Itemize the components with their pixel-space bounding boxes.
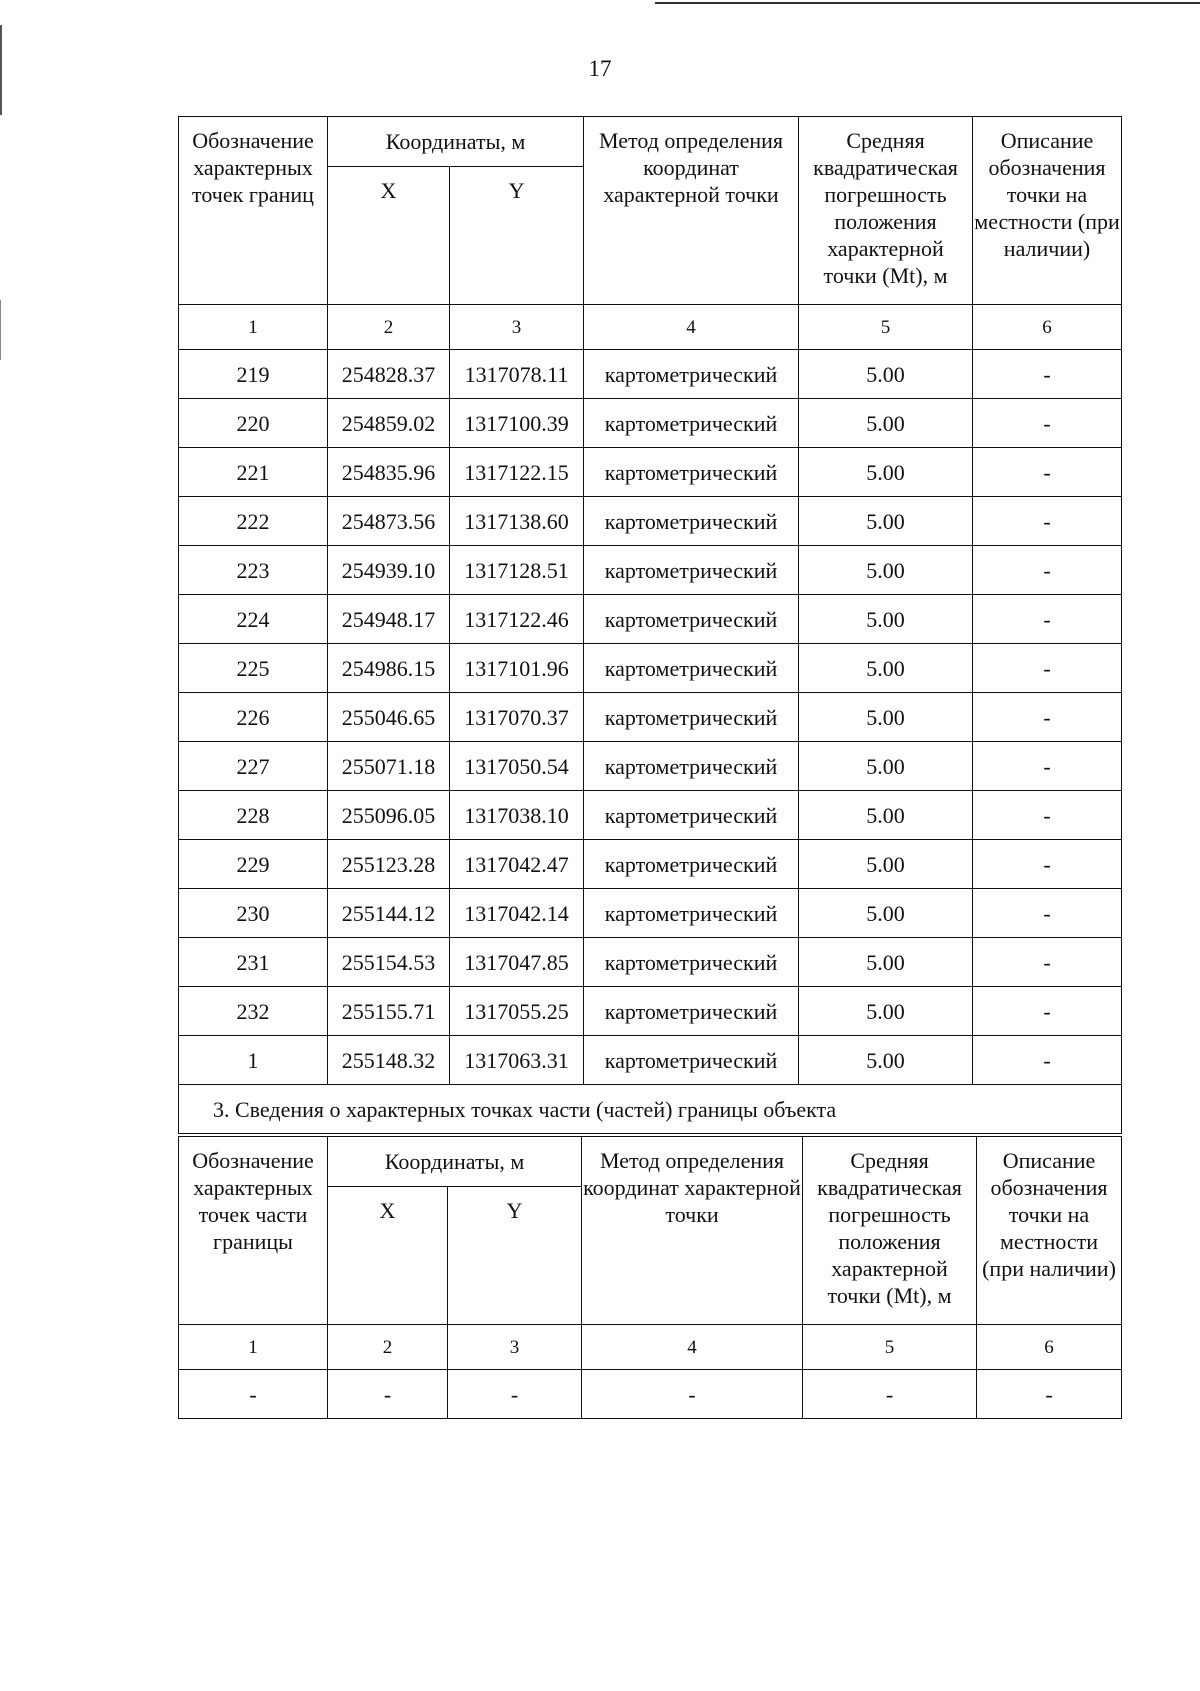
table-row [179, 399, 1122, 448]
cell-point: 223 [179, 546, 328, 595]
cell-method: картометрический [584, 399, 799, 448]
cell-method: картометрический [584, 350, 799, 399]
cell-y: 1317100.39 [450, 399, 584, 448]
table-row [179, 595, 1122, 644]
table-row [179, 693, 1122, 742]
cell-y: 1317128.51 [450, 546, 584, 595]
cell-description: - [973, 448, 1122, 497]
cell-description: - [973, 350, 1122, 399]
cell-x: 255046.65 [328, 693, 450, 742]
cell-y: 1317078.11 [450, 350, 584, 399]
cell-mean-error: 5.00 [799, 399, 973, 448]
cell-method: картометрический [584, 693, 799, 742]
cell-mean-error: 5.00 [799, 987, 973, 1036]
part-boundary-points-table [178, 1136, 1122, 1419]
column-number: 4 [584, 305, 799, 350]
cell-method: картометрический [584, 889, 799, 938]
header-y: Y [448, 1187, 582, 1325]
cell-mean-error: 5.00 [799, 595, 973, 644]
cell-description: - [973, 693, 1122, 742]
cell-point: 229 [179, 840, 328, 889]
table-row [179, 987, 1122, 1036]
table-row [179, 840, 1122, 889]
cell-x: 255071.18 [328, 742, 450, 791]
header-method: Метод определения координат характерной точки [582, 1137, 803, 1325]
cell-mean-error: 5.00 [799, 546, 973, 595]
header-y: Y [450, 167, 584, 305]
cell-x: 255155.71 [328, 987, 450, 1036]
boundary-points-table [178, 116, 1122, 1134]
table-row [179, 644, 1122, 693]
cell-method: картометрический [584, 1036, 799, 1085]
cell-y: 1317055.25 [450, 987, 584, 1036]
section-3-title: 3. Сведения о характерных точках части (частей) границы объекта [179, 1085, 1122, 1134]
cell-mean-error: 5.00 [799, 938, 973, 987]
column-number: 2 [328, 305, 450, 350]
cell-description: - [973, 497, 1122, 546]
cell-y: 1317038.10 [450, 791, 584, 840]
column-number: 4 [582, 1325, 803, 1370]
cell-mean-error: 5.00 [799, 693, 973, 742]
cell-x: 255144.12 [328, 889, 450, 938]
cell-y: 1317063.31 [450, 1036, 584, 1085]
scan-edge-line [0, 300, 1, 360]
cell-method: картометрический [584, 644, 799, 693]
table-row [179, 889, 1122, 938]
cell-y: 1317122.15 [450, 448, 584, 497]
column-number: 5 [803, 1325, 977, 1370]
cell-description: - [973, 889, 1122, 938]
cell-method: - [582, 1370, 803, 1419]
header-description: Описание обозначения точки на местности (при наличии) [973, 117, 1122, 305]
column-number: 2 [328, 1325, 448, 1370]
cell-description: - [973, 595, 1122, 644]
cell-description: - [973, 791, 1122, 840]
cell-y: 1317122.46 [450, 595, 584, 644]
cell-y: 1317050.54 [450, 742, 584, 791]
cell-point: 222 [179, 497, 328, 546]
cell-mean-error: 5.00 [799, 644, 973, 693]
cell-method: картометрический [584, 742, 799, 791]
header-coordinates: Координаты, м [328, 117, 584, 167]
table-row [179, 1036, 1122, 1085]
table-row [179, 350, 1122, 399]
table-row [179, 1370, 1122, 1419]
cell-point: 226 [179, 693, 328, 742]
cell-point: 220 [179, 399, 328, 448]
cell-y: 1317042.47 [450, 840, 584, 889]
cell-mean-error: 5.00 [799, 791, 973, 840]
cell-point: 1 [179, 1036, 328, 1085]
cell-method: картометрический [584, 546, 799, 595]
cell-mean-error: 5.00 [799, 448, 973, 497]
header-method: Метод определения координат характерной точки [584, 117, 799, 305]
cell-point: 231 [179, 938, 328, 987]
column-number: 3 [448, 1325, 582, 1370]
cell-mean-error: - [803, 1370, 977, 1419]
column-number: 1 [179, 1325, 328, 1370]
table-row [179, 791, 1122, 840]
cell-x: 254986.15 [328, 644, 450, 693]
cell-method: картометрический [584, 938, 799, 987]
cell-point: 227 [179, 742, 328, 791]
cell-y: 1317047.85 [450, 938, 584, 987]
cell-method: картометрический [584, 840, 799, 889]
header-point-designation: Обозначение характерных точек границ [179, 117, 328, 305]
cell-x: 254939.10 [328, 546, 450, 595]
cell-mean-error: 5.00 [799, 497, 973, 546]
table-row [179, 938, 1122, 987]
cell-description: - [973, 399, 1122, 448]
cell-mean-error: 5.00 [799, 1036, 973, 1085]
cell-y: - [448, 1370, 582, 1419]
cell-description: - [973, 987, 1122, 1036]
table-row [179, 742, 1122, 791]
header-point-designation: Обозначение характерных точек части границы [179, 1137, 328, 1325]
cell-x: 254835.96 [328, 448, 450, 497]
cell-point: 228 [179, 791, 328, 840]
page-number: 17 [588, 56, 612, 81]
cell-y: 1317070.37 [450, 693, 584, 742]
cell-x: 254859.02 [328, 399, 450, 448]
cell-description: - [977, 1370, 1122, 1419]
cell-method: картометрический [584, 497, 799, 546]
header-coordinates: Координаты, м [328, 1137, 582, 1187]
cell-mean-error: 5.00 [799, 889, 973, 938]
cell-mean-error: 5.00 [799, 840, 973, 889]
cell-point: 221 [179, 448, 328, 497]
cell-description: - [973, 742, 1122, 791]
cell-x: 255123.28 [328, 840, 450, 889]
cell-point: 219 [179, 350, 328, 399]
column-number: 3 [450, 305, 584, 350]
cell-description: - [973, 644, 1122, 693]
header-x: X [328, 167, 450, 305]
table-row [179, 448, 1122, 497]
cell-x: 254948.17 [328, 595, 450, 644]
cell-x: 254873.56 [328, 497, 450, 546]
cell-x: 255154.53 [328, 938, 450, 987]
cell-point: 232 [179, 987, 328, 1036]
header-mean-error: Средняя квадратическая погрешность положения характерной точки (Mt), м [799, 117, 973, 305]
table-row [179, 497, 1122, 546]
cell-y: 1317101.96 [450, 644, 584, 693]
column-number: 6 [973, 305, 1122, 350]
cell-point: 225 [179, 644, 328, 693]
header-x: X [328, 1187, 448, 1325]
cell-method: картометрический [584, 595, 799, 644]
cell-y: 1317042.14 [450, 889, 584, 938]
cell-point: 224 [179, 595, 328, 644]
cell-x: 254828.37 [328, 350, 450, 399]
header-description: Описание обозначения точки на местности (при наличии) [977, 1137, 1122, 1325]
cell-x: 255148.32 [328, 1036, 450, 1085]
cell-x: 255096.05 [328, 791, 450, 840]
cell-point: 230 [179, 889, 328, 938]
cell-mean-error: 5.00 [799, 742, 973, 791]
cell-description: - [973, 1036, 1122, 1085]
cell-description: - [973, 840, 1122, 889]
cell-point: - [179, 1370, 328, 1419]
cell-method: картометрический [584, 448, 799, 497]
column-number: 5 [799, 305, 973, 350]
cell-mean-error: 5.00 [799, 350, 973, 399]
header-mean-error: Средняя квадратическая погрешность положения характерной точки (Mt), м [803, 1137, 977, 1325]
table-row [179, 546, 1122, 595]
column-number: 6 [977, 1325, 1122, 1370]
cell-y: 1317138.60 [450, 497, 584, 546]
cell-description: - [973, 938, 1122, 987]
cell-method: картометрический [584, 791, 799, 840]
column-number: 1 [179, 305, 328, 350]
cell-description: - [973, 546, 1122, 595]
scan-edge-line [655, 2, 1200, 4]
cell-method: картометрический [584, 987, 799, 1036]
cell-x: - [328, 1370, 448, 1419]
